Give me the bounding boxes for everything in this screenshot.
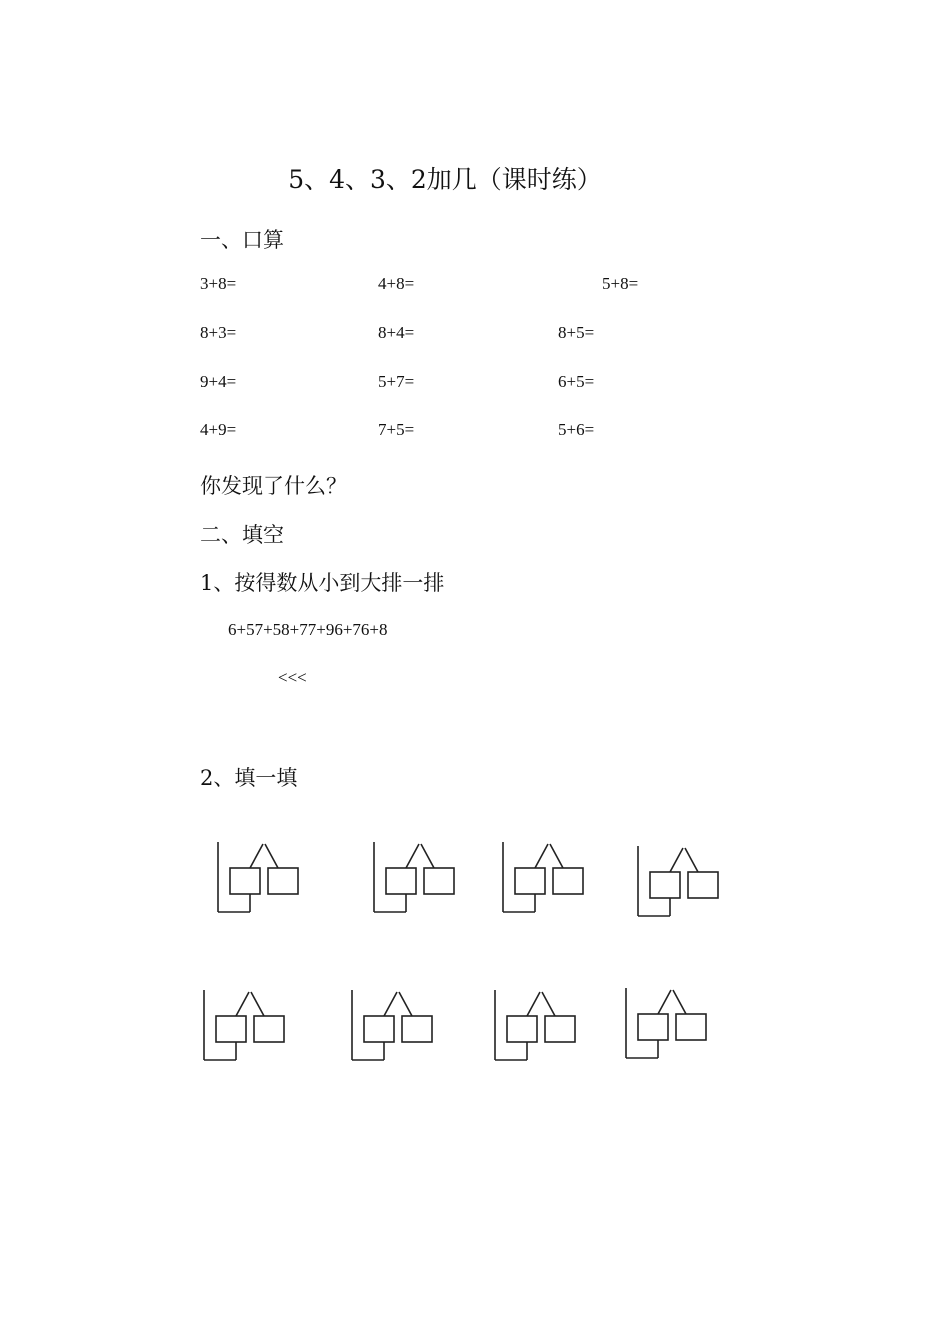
number-bond-diagram — [346, 986, 456, 1076]
branch-right-line — [399, 992, 412, 1016]
expr-r1-c3: 5+8= — [602, 274, 639, 293]
branch-left-line — [236, 992, 249, 1016]
branch-left-line — [384, 992, 397, 1016]
part-box-right — [424, 868, 454, 894]
expr-r1-c2: 4+8= — [378, 274, 415, 293]
part-box-right — [553, 868, 583, 894]
expr-r3-c1: 9+4= — [200, 372, 237, 391]
number-bond-diagram — [198, 986, 308, 1076]
branch-right-line — [673, 990, 686, 1014]
number-bond-diagram — [497, 838, 607, 928]
branch-left-line — [250, 844, 263, 868]
number-bond-diagram — [620, 984, 730, 1074]
part-box-left — [638, 1014, 668, 1040]
expr-r2-c3: 8+5= — [558, 323, 595, 342]
page-title: 5、4、3、2加几（课时练） — [288, 165, 602, 194]
number-bond-diagram — [368, 838, 478, 928]
expr-r4-c2: 7+5= — [378, 420, 415, 439]
part-box-right — [402, 1016, 432, 1042]
expr-r2-c1: 8+3= — [200, 323, 237, 342]
branch-left-line — [406, 844, 419, 868]
part-box-right — [545, 1016, 575, 1042]
expr-r4-c3: 5+6= — [558, 420, 595, 439]
part-box-right — [676, 1014, 706, 1040]
question1-expressions: 6+57+58+77+96+76+8 — [228, 620, 388, 639]
part-box-left — [650, 872, 680, 898]
part-box-left — [515, 868, 545, 894]
part-box-left — [364, 1016, 394, 1042]
number-bond-diagram — [489, 986, 599, 1076]
branch-left-line — [670, 848, 683, 872]
discovery-question: 你发现了什么？ — [200, 474, 347, 498]
part-box-left — [230, 868, 260, 894]
branch-right-line — [251, 992, 264, 1016]
branch-right-line — [685, 848, 698, 872]
expr-r2-c2: 8+4= — [378, 323, 415, 342]
branch-right-line — [542, 992, 555, 1016]
expr-r4-c1: 4+9= — [200, 420, 237, 439]
part-box-left — [507, 1016, 537, 1042]
part-box-left — [216, 1016, 246, 1042]
part-box-left — [386, 868, 416, 894]
section1-heading: 一、口算 — [200, 228, 284, 252]
part-box-right — [254, 1016, 284, 1042]
expr-r3-c2: 5+7= — [378, 372, 415, 391]
question2-label: 2、填一填 — [200, 766, 298, 790]
branch-right-line — [550, 844, 563, 868]
expr-r3-c3: 6+5= — [558, 372, 595, 391]
number-bond-diagram — [212, 838, 322, 928]
part-box-right — [268, 868, 298, 894]
branch-left-line — [527, 992, 540, 1016]
question1-label: 1、按得数从小到大排一排 — [200, 571, 445, 595]
expr-r1-c1: 3+8= — [200, 274, 237, 293]
part-box-right — [688, 872, 718, 898]
branch-left-line — [658, 990, 671, 1014]
branch-right-line — [265, 844, 278, 868]
question1-order-blanks: <<< — [278, 668, 307, 687]
number-bond-diagram — [632, 842, 742, 932]
section2-heading: 二、填空 — [200, 523, 284, 547]
branch-right-line — [421, 844, 434, 868]
branch-left-line — [535, 844, 548, 868]
